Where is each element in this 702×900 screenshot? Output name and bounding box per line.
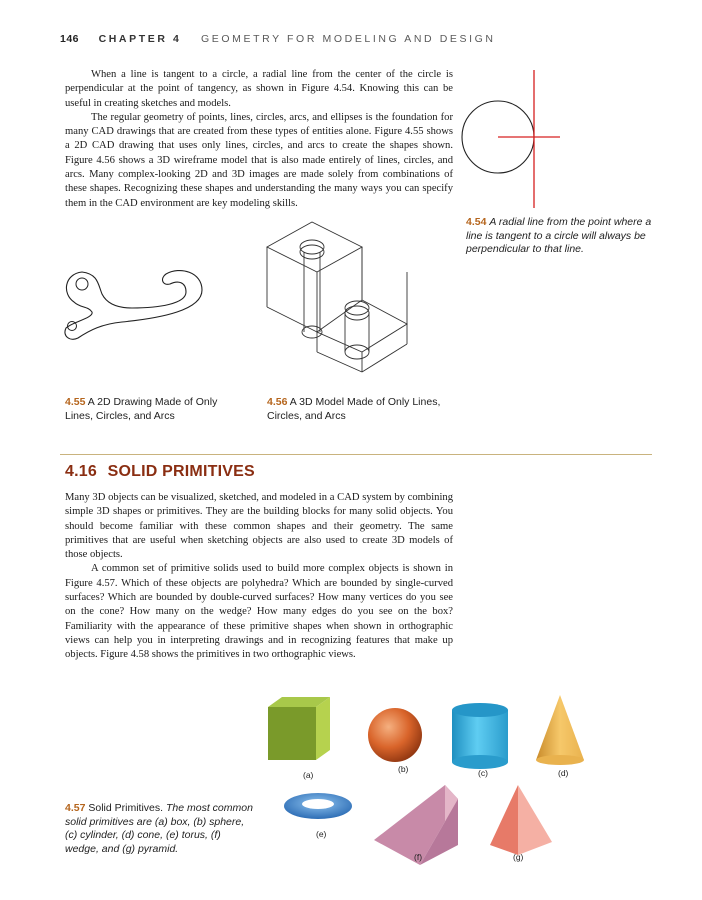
pyramid-primitive (490, 785, 552, 855)
label-a: (a) (303, 770, 314, 780)
intro-paragraph-2: The regular geometry of points, lines, circles, arcs, and ellipses is the foundation for many CAD drawings that are created from these types of entities alone. Figure 4.55 shows a 2D CAD drawing that uses only lines, circles, and arcs to create the shapes shown. Figure 4.56 shows a 3D wireframe model that is also made entirely of lines, circles, and arcs. Many complex-looking 2D and 3D images are made solely from combinations of these shapes. Recognizing these shapes and understanding the many ways you can specify them in the CAD environment are key modeling skills. (65, 111, 453, 209)
figure-4-54-caption (466, 216, 656, 257)
label-d: (d) (558, 768, 569, 778)
section-paragraph-1: Many 3D objects can be visualized, sketched, and modeled in a CAD system by combining simple 3D shapes or primitives. They are the building blocks for many solid objects. You should become familiar with these common shapes and their geometry. The same primitives that are useful when sketching objects are also used to create 3D models of those objects. (65, 492, 453, 561)
figure-4-56-caption (267, 396, 442, 423)
caption-text: A radial line from the point where a line is tangent to a circle will always be perpendicular to that line. (466, 216, 652, 255)
caption-text: A 3D Model Made of Only Lines, Circles, and Arcs (267, 396, 441, 422)
figure-number: 4.55 (65, 396, 86, 408)
figure-4-56-3d-wireframe (262, 212, 412, 377)
label-g: (g) (513, 852, 524, 862)
2d-profile-outline (65, 271, 202, 340)
figure-4-55-2d-drawing (62, 262, 212, 352)
hole-circle-top (76, 278, 88, 290)
page-number: 146 (60, 33, 80, 45)
figure-4-54-tangent-diagram (460, 70, 560, 210)
caption-text: The most common solid primitives are (a) box, (b) sphere, (c) cylinder, (d) cone, (e) torus, (f) wedge, and (g) pyramid. (65, 802, 253, 855)
section-text (65, 491, 453, 663)
torus-primitive (284, 793, 352, 819)
running-header (60, 33, 496, 45)
section-title: SOLID PRIMITIVES (107, 463, 255, 480)
intro-paragraph-1: When a line is tangent to a circle, a radial line from the center of the circle is perpendicular at the point of tangency, as shown in Figure 4.54. Knowing this can be useful in creating sketches and models. (65, 69, 453, 109)
caption-lead: Solid Primitives. (88, 802, 164, 814)
figure-number: 4.57 (65, 802, 86, 814)
figure-4-57-primitives (260, 695, 590, 870)
box-primitive (268, 697, 330, 760)
cone-primitive (536, 695, 584, 765)
figure-4-55-caption (65, 396, 240, 423)
section-divider (60, 454, 652, 455)
intro-text (65, 68, 453, 211)
section-number: 4.16 (65, 463, 97, 480)
sphere-primitive (368, 708, 422, 762)
label-f: (f) (414, 852, 423, 862)
label-c: (c) (478, 768, 488, 778)
caption-text: A 2D Drawing Made of Only Lines, Circles, and Arcs (65, 396, 218, 422)
chapter-label: CHAPTER 4 (98, 33, 182, 45)
section-paragraph-2: A common set of primitive solids used to build more complex objects is shown in Figure 4.57. Which of these objects are polyhedra? Which are bounded by single-curved surfaces? Which are bounded by double-curved surfaces? How many vertices do you see on the cone? How many on the wedge? How many edges do you see on the box? Familiarity with the appearance of these primitive shapes when shown in orthographic views can help you in interpreting drawings and in recognizing features that make up objects. Figure 4.58 shows the primitives in two orthographic views. (65, 563, 453, 661)
figure-4-57-caption (65, 802, 255, 856)
label-e: (e) (316, 829, 327, 839)
chapter-title: GEOMETRY FOR MODELING AND DESIGN (201, 33, 496, 45)
cylinder-primitive (452, 703, 508, 769)
label-b: (b) (398, 764, 409, 774)
figure-number: 4.56 (267, 396, 288, 408)
figure-number: 4.54 (466, 216, 487, 228)
section-heading (65, 463, 255, 481)
